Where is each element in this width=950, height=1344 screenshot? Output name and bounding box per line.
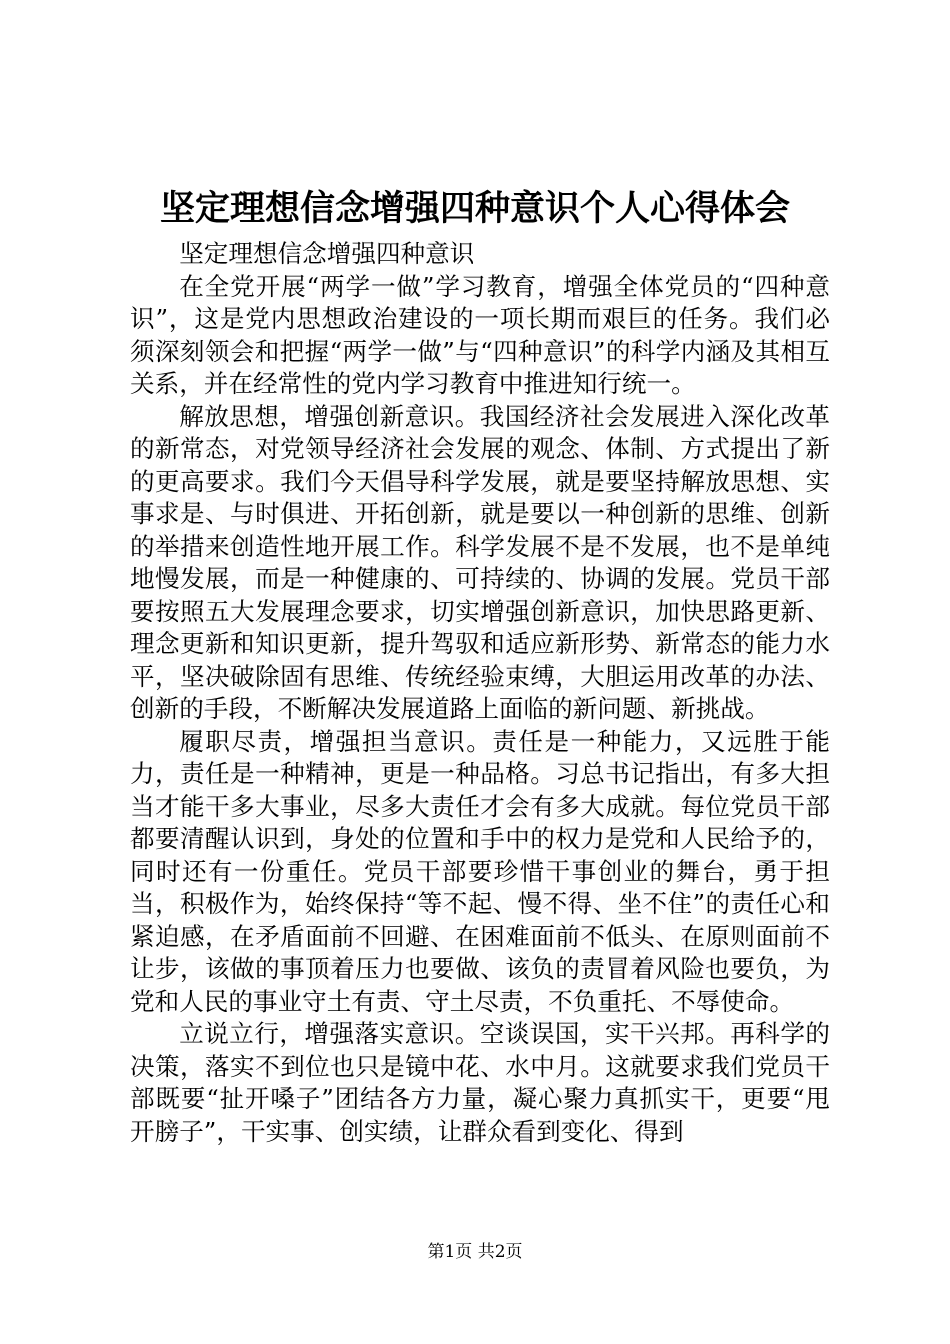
paragraph-subtitle: 坚定理想信念增强四种意识 bbox=[179, 239, 475, 268]
page-number-footer: 第1页 共2页 bbox=[427, 1242, 523, 1262]
paragraph-responsibility: 履职尽责，增强担当意识。责任是一种能力，又远胜于能力，责任是一种精神，更是一种品格。习总书记指出，有多大担当才能干多大事业，尽多大责任才会有多大成就。每位党员干部都要清醒认识到，身处的位置和手中的权力是党和人民给予的，同时还有一份重任。党员干部要珍惜干事创业的舞台，勇于担当，积极作为，始终保持“等不起、慢不得、坐不住”的责任心和紧迫感，在矛盾面前不回避、在困难面前不低头、在原则面前不让步，该做的事顶着压力也要做、该负的责冒着风险也要负，为党和人民的事业守土有责、守土尽责，不负重托、不辱使命。 bbox=[130, 726, 830, 1016]
paragraph-innovation: 解放思想，增强创新意识。我国经济社会发展进入深化改革的新常态，对党领导经济社会发展的观念、体制、方式提出了新的更高要求。我们今天倡导科学发展，就是要坚持解放思想、实事求是、与时俱进、开拓创新，就是要以一种创新的思维、创新的举措来创造性地开展工作。科学发展不是不发展，也不是单纯地慢发展，而是一种健康的、可持续的、协调的发展。党员干部要按照五大发展理念要求，切实增强创新意识，加快思路更新、理念更新和知识更新，提升驾驭和适应新形势、新常态的能力水平，坚决破除固有思维、传统经验束缚，大胆运用改革的办法、创新的手段，不断解决发展道路上面临的新问题、新挑战。 bbox=[130, 401, 830, 723]
document-body bbox=[130, 238, 830, 1148]
paragraph-implementation: 立说立行，增强落实意识。空谈误国，实干兴邦。再科学的决策，落实不到位也只是镜中花、水中月。这就要求我们党员干部既要“扯开嗓子”团结各方力量，凝心聚力真抓实干，更要“甩开膀子”，干实事、创实绩，让群众看到变化、得到 bbox=[130, 1019, 830, 1146]
document-title: 坚定理想信念增强四种意识个人心得体会 bbox=[159, 188, 790, 229]
paragraph-intro: 在全党开展“两学一做”学习教育，增强全体党员的“四种意识”，这是党内思想政治建设的一项长期而艰巨的任务。我们必须深刻领会和把握“两学一做”与“四种意识”的科学内涵及其相互关系，并在经常性的党内学习教育中推进知行统一。 bbox=[130, 271, 830, 398]
